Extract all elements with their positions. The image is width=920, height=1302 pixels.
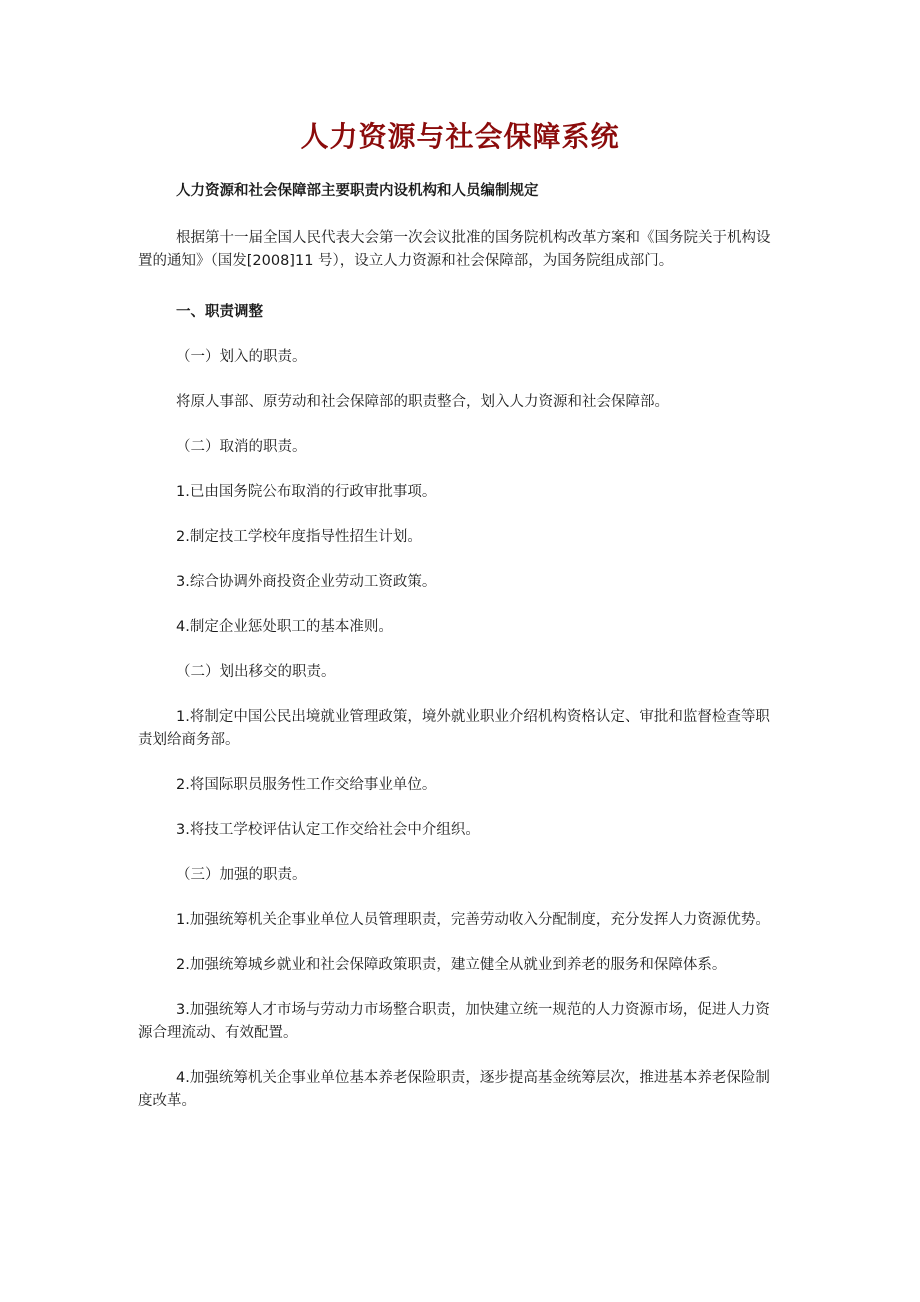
subsection-heading: （二）取消的职责。	[176, 439, 307, 455]
paragraph: 将原人事部、原劳动和社会保障部的职责整合，划入人力资源和社会保障部。	[176, 394, 669, 410]
subsection-heading: （一）划入的职责。	[176, 349, 307, 365]
list-item: 3.加强统筹人才市场与劳动力市场整合职责，加快建立统一规范的人力资源市场，促进人力资源合理流动、有效配置。	[138, 1002, 770, 1041]
subsection-heading: （二）划出移交的职责。	[176, 664, 336, 680]
subtitle-paragraph: 人力资源和社会保障部主要职责内设机构和人员编制规定	[176, 183, 539, 199]
list-item: 2.将国际职员服务性工作交给事业单位。	[176, 777, 437, 793]
list-item: 1.将制定中国公民出境就业管理政策，境外就业职业介绍机构资格认定、审批和监督检查等职责划给商务部。	[138, 709, 770, 748]
list-item: 2.加强统筹城乡就业和社会保障政策职责，建立健全从就业到养老的服务和保障体系。	[176, 957, 727, 973]
subsection-heading: （三）加强的职责。	[176, 867, 307, 883]
list-item: 1.已由国务院公布取消的行政审批事项。	[176, 484, 437, 500]
list-item: 2.制定技工学校年度指导性招生计划。	[176, 529, 422, 545]
list-item: 1.加强统筹机关企事业单位人员管理职责，完善劳动收入分配制度，充分发挥人力资源优势。	[176, 912, 770, 928]
list-item: 3.综合协调外商投资企业劳动工资政策。	[176, 574, 437, 590]
section-heading: 一、职责调整	[176, 304, 263, 320]
document-title: 人力资源与社会保障系统	[300, 120, 620, 153]
list-item: 4.制定企业惩处职工的基本准则。	[176, 619, 393, 635]
list-item: 4.加强统筹机关企事业单位基本养老保险职责，逐步提高基金统筹层次，推进基本养老保险制度改革。	[138, 1070, 770, 1109]
list-item: 3.将技工学校评估认定工作交给社会中介组织。	[176, 822, 480, 838]
document-body	[138, 180, 782, 1113]
intro-paragraph: 根据第十一届全国人民代表大会第一次会议批准的国务院机构改革方案和《国务院关于机构设置的通知》（国发[2008]11 号），设立人力资源和社会保障部，为国务院组成部门。	[138, 230, 771, 269]
